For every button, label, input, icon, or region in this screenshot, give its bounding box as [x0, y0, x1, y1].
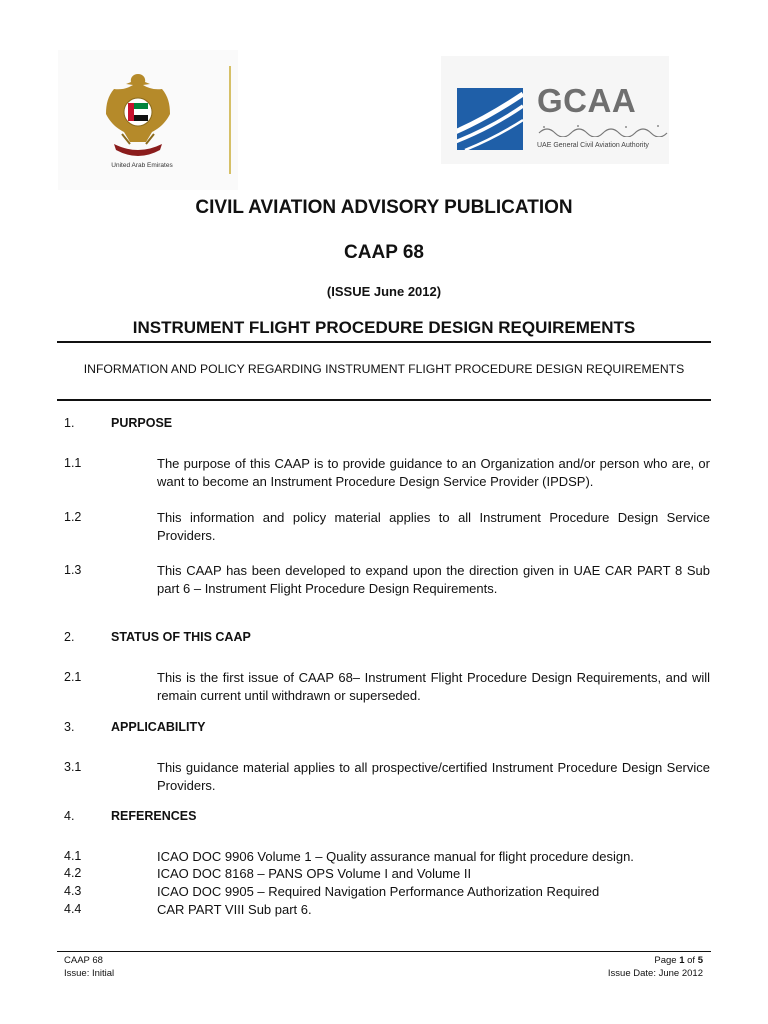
uae-caption: United Arab Emirates	[111, 162, 173, 169]
item-text: This information and policy material applies to all Instrument Procedure Design Service Providers.	[157, 510, 710, 543]
reference-number: 4.4	[64, 902, 82, 916]
reference-text: ICAO DOC 9906 Volume 1 – Quality assurance manual for flight procedure design.	[157, 849, 634, 864]
item-number: 1.1	[64, 456, 82, 470]
topic-subtitle: INFORMATION AND POLICY REGARDING INSTRUMENT FLIGHT PROCEDURE DESIGN REQUIREMENTS	[83, 362, 685, 376]
reference-text: ICAO DOC 9905 – Required Navigation Performance Authorization Required	[157, 884, 600, 899]
publication-title: CIVIL AVIATION ADVISORY PUBLICATION	[195, 197, 573, 218]
page-middle: of	[684, 955, 698, 966]
section-heading: REFERENCES	[111, 809, 197, 823]
section-heading: PURPOSE	[111, 416, 173, 430]
section-heading: APPLICABILITY	[111, 720, 206, 734]
publication-code: CAAP 68	[344, 242, 424, 263]
footer-rule	[57, 951, 711, 952]
footer-issue: Issue: Initial	[64, 968, 115, 979]
logo-divider	[229, 66, 231, 174]
item-text: This is the first issue of CAAP 68– Instrument Flight Procedure Design Requirements, and will remain current until withdrawn or superseded.	[157, 670, 710, 703]
footer-issue-date: Issue Date: June 2012	[607, 968, 703, 979]
arabic-script-mark	[537, 123, 677, 137]
section-heading: STATUS OF THIS CAAP	[111, 630, 251, 644]
item-number: 1.2	[64, 510, 82, 524]
page-prefix: Page	[654, 955, 680, 966]
issue-label: (ISSUE June 2012)	[326, 284, 442, 299]
item-number: 3.1	[64, 760, 82, 774]
topic-title: INSTRUMENT FLIGHT PROCEDURE DESIGN REQUIREMENTS	[132, 318, 636, 337]
reference-text: CAR PART VIII Sub part 6.	[157, 902, 312, 917]
page-total: 5	[697, 955, 703, 966]
gcaa-logo	[441, 56, 669, 164]
section-number: 4.	[64, 809, 75, 823]
item-text: This CAAP has been developed to expand upon the direction given in UAE CAR PART 8 Sub part 6 – Instrument Flight Procedure Design Requirements.	[157, 563, 710, 596]
title-rule	[57, 341, 711, 343]
uae-emblem-logo	[58, 50, 238, 190]
falcon-emblem-icon	[100, 70, 176, 162]
item-number: 1.3	[64, 563, 82, 577]
footer-doc: CAAP 68	[64, 955, 103, 966]
item-number: 2.1	[64, 670, 82, 684]
reference-number: 4.1	[64, 849, 82, 863]
gcaa-wing-icon	[457, 88, 523, 150]
subtitle-rule	[57, 399, 711, 401]
section-number: 3.	[64, 720, 75, 734]
section-number: 1.	[64, 416, 75, 430]
gcaa-subtitle: UAE General Civil Aviation Authority	[537, 142, 649, 149]
item-text: The purpose of this CAAP is to provide guidance to an Organization and/or person who are, or want to become an Instrument Procedure Design Service Provider (IPDSP).	[157, 456, 710, 489]
footer-page	[654, 955, 703, 966]
reference-number: 4.2	[64, 866, 82, 880]
gcaa-wordmark: GCAA	[537, 82, 637, 119]
reference-number: 4.3	[64, 884, 82, 898]
page-current: 1	[679, 955, 685, 966]
section-number: 2.	[64, 630, 75, 644]
reference-text: ICAO DOC 8168 – PANS OPS Volume I and Volume II	[157, 866, 472, 881]
item-text: This guidance material applies to all prospective/certified Instrument Procedure Design Service Providers.	[157, 760, 710, 793]
